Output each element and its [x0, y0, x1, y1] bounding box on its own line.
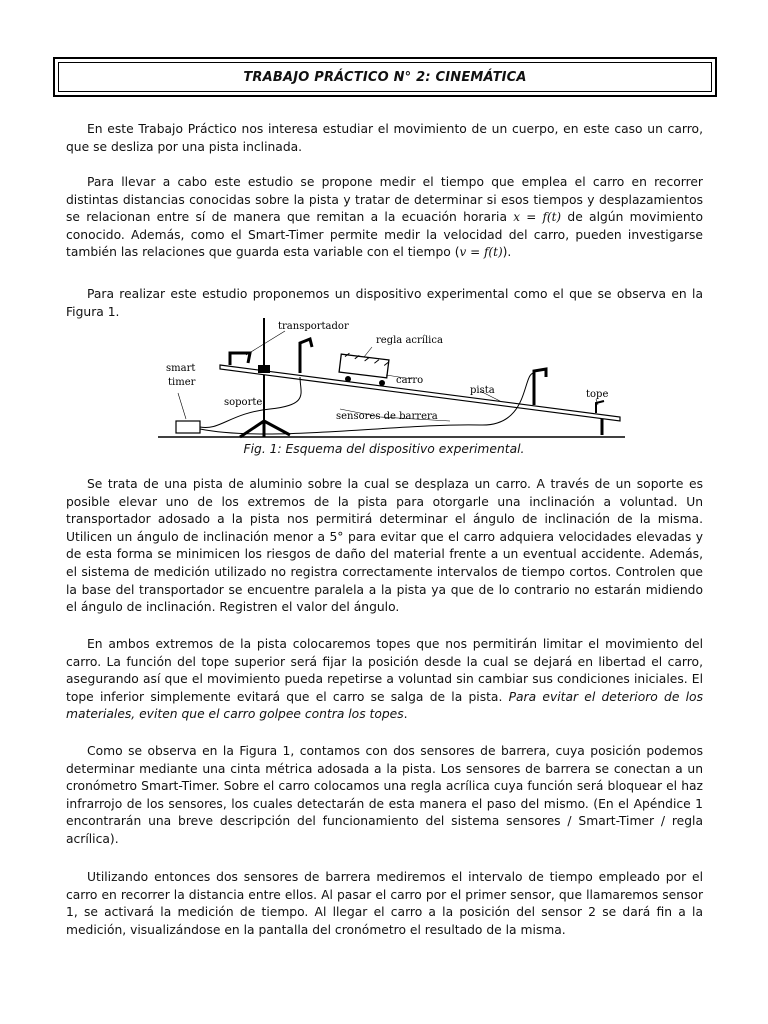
figure-support-clamp [258, 365, 270, 373]
title-box [53, 57, 717, 97]
figure-sensor-2 [534, 369, 546, 405]
figure-label-transportador: transportador [278, 321, 349, 332]
figure-smart-timer-box [176, 421, 200, 433]
paragraph-intro: En este Trabajo Práctico nos interesa estudiar el movimiento de un cuerpo, en este caso un carro, que se desliza por una pista inclinada. [66, 122, 703, 154]
paragraph-objective-part1: Para llevar a cabo este estudio se propone medir el tiempo que emplea el carro en recorrer distintas distancias conocidas sobre la pista y tratar de determinar si esos tiempos y desplazamientos se relacionan entre sí de manera que remitan a la ecuación horaria [66, 175, 703, 225]
paragraph-stops [66, 636, 703, 724]
paragraph-stops-end: . [403, 707, 408, 722]
figure-label-soporte: soporte [224, 397, 263, 408]
figure-label-timer: timer [168, 377, 196, 388]
title-box-inner [58, 62, 712, 92]
equation-velocity: v = f(t) [459, 245, 503, 260]
paragraph-setup: Para realizar este estudio proponemos un dispositivo experimental como el que se observa en la Figura 1. [66, 287, 703, 319]
paragraph-objective [66, 174, 703, 262]
paragraph-track: Se trata de una pista de aluminio sobre la cual se desplaza un carro. A través de un soporte es posible elevar uno de los extremos de la pista para otorgarle una inclinación a voluntad. Un transportador adosado a la pista nos permitirá determinar el ángulo de inclinación de la misma. Utilicen un ángulo de inclinación menor a 5° para evitar que el carro adquiera velocidades elevadas y de esta forma se minimicen los riesgos de daño del material frente a un eventual accidente. Además, el sistema de medición utilizado no registra correctamente intervalos de tiempo cortos. Controlen que la base del transportador se encuentre paralela a la pista ya que de lo contrario no estarán midiendo el ángulo de inclinación. Registren el valor del ángulo. [66, 477, 703, 615]
figure-experimental-setup [150, 313, 630, 443]
figure-label-smart: smart [166, 363, 196, 374]
figure-label-regla: regla acrílica [376, 335, 443, 346]
figure-label-pista: pista [470, 385, 495, 396]
page-title: TRABAJO PRÁCTICO N° 2: CINEMÁTICA [243, 69, 527, 85]
figure-label-carro: carro [396, 375, 424, 386]
equation-position: x = f(t) [513, 210, 562, 225]
figure-label-tope: tope [586, 389, 609, 400]
figure-cart [339, 353, 389, 386]
figure-caption: Fig. 1: Esquema del dispositivo experimental. [243, 442, 525, 456]
figure-protractor [230, 353, 250, 365]
paragraph-objective-part3: ). [502, 245, 512, 260]
paragraph-objective-part2: de algún movimiento conocido. Además, como el Smart-Timer permite medir la velocidad del carro, pueden investigarse también las relaciones que guarda esta variable con el tiempo ( [66, 210, 703, 260]
paragraph-sensors: Como se observa en la Figura 1, contamos con dos sensores de barrera, cuya posición podemos determinar mediante una cinta métrica adosada a la pista. Los sensores de barrera se conectan a un cronómetro Smart-Timer. Sobre el carro colocamos una regla acrílica cuya función será bloquear el haz infrarrojo de los sensores, los cuales detectarán de esta manera el paso del mismo. (En el Apéndice 1 encontrarán una breve descripción del funcionamiento del sistema sensores / Smart-Timer / regla acrílica). [66, 744, 703, 846]
paragraph-stops-text: En ambos extremos de la pista colocaremos topes que nos permitirán limitar el movimiento del carro. La función del tope superior será fijar la posición desde la cual se dejará en libertad el carro, asegurando así que el movimiento pueda repetirse a voluntad sin cambiar sus condiciones iniciales. El tope inferior simplemente evitará que el carro se salga de la pista. [66, 637, 703, 704]
figure-label-sensores: sensores de barrera [336, 411, 438, 422]
figure-tripod-base [240, 421, 290, 437]
paragraph-measurement: Utilizando entonces dos sensores de barrera mediremos el intervalo de tiempo empleado por el carro en recorrer la distancia entre ellos. Al pasar el carro por el primer sensor, que llamaremos sensor 1, se activará la medición de tiempo. Al llegar el carro a la posición del sensor 2 se dará fin a la medición, visualizándose en la pantalla del cronómetro el resultado de la misma. [66, 870, 703, 937]
figure-sensor-1 [300, 339, 312, 373]
paragraph-stops-warning: Para evitar el deterioro de los materiales, eviten que el carro golpee contra los topes [66, 689, 703, 722]
